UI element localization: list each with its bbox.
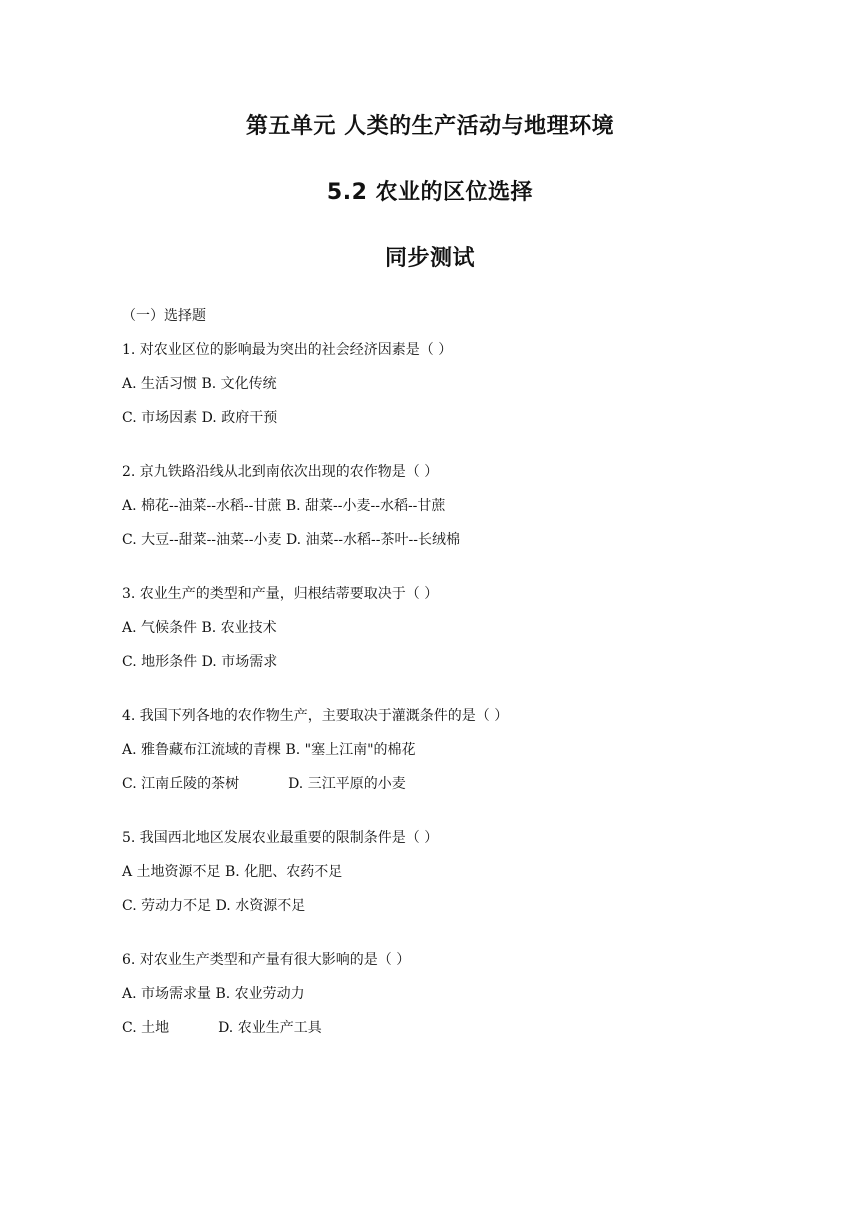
question-options-cd: C. 劳动力不足 D. 水资源不足 [122, 898, 306, 914]
lesson-title: 5.2 农业的区位选择 [326, 180, 534, 205]
question-options-cd: C. 江南丘陵的茶树 D. 三江平原的小麦 [122, 776, 406, 792]
question-stem: 4. 我国下列各地的农作物生产，主要取决于灌溉条件的是（ ） [122, 708, 509, 724]
question-options-ab: A. 市场需求量 B. 农业劳动力 [122, 986, 305, 1002]
question-stem: 6. 对农业生产类型和产量有很大影响的是（ ） [122, 952, 411, 968]
question-stem: 1. 对农业区位的影响最为突出的社会经济因素是（ ） [122, 342, 453, 358]
question-options-ab: A 土地资源不足 B. 化肥、农药不足 [122, 864, 343, 880]
section-heading: （一）选择题 [122, 308, 206, 324]
unit-title: 第五单元 人类的生产活动与地理环境 [245, 114, 615, 139]
question-options-cd: C. 地形条件 D. 市场需求 [122, 654, 278, 670]
question-stem: 3. 农业生产的类型和产量，归根结蒂要取决于（ ） [122, 586, 439, 602]
question-options-ab: A. 棉花--油菜--水稻--甘蔗 B. 甜菜--小麦--水稻--甘蔗 [122, 498, 446, 514]
test-title: 同步测试 [384, 246, 475, 271]
question-options-cd: C. 土地 D. 农业生产工具 [122, 1020, 322, 1036]
question-options-ab: A. 气候条件 B. 农业技术 [122, 620, 277, 636]
question-options-cd: C. 大豆--甜菜--油菜--小麦 D. 油菜--水稻--茶叶--长绒棉 [122, 532, 460, 548]
question-stem: 5. 我国西北地区发展农业最重要的限制条件是（ ） [122, 830, 439, 846]
question-options-ab: A. 生活习惯 B. 文化传统 [122, 376, 277, 392]
question-options-cd: C. 市场因素 D. 政府干预 [122, 410, 278, 426]
question-options-ab: A. 雅鲁藏布江流域的青棵 B. "塞上江南"的棉花 [122, 742, 416, 758]
question-stem: 2. 京九铁路沿线从北到南依次出现的农作物是（ ） [122, 464, 439, 480]
